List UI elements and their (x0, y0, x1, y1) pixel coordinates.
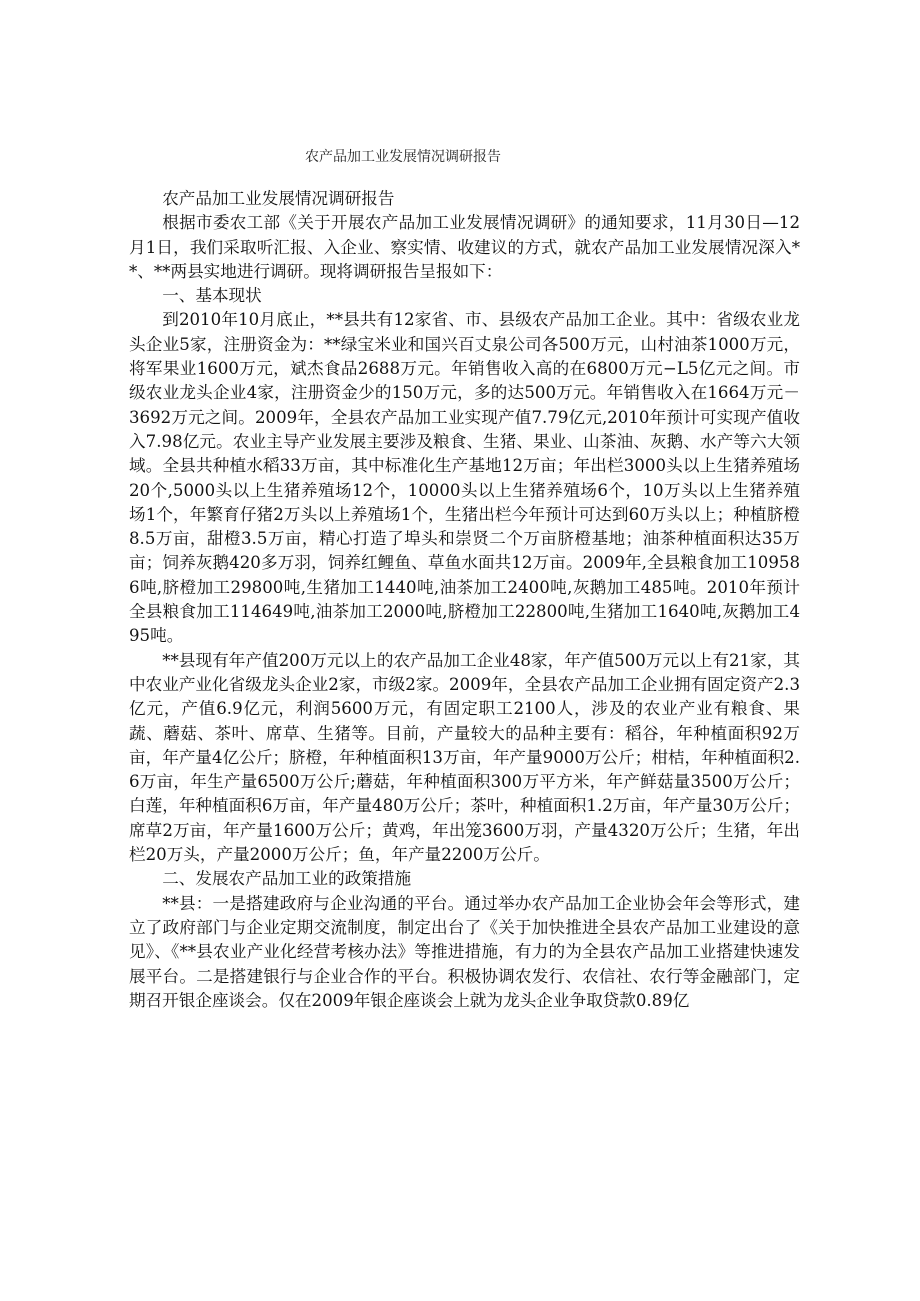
document-body (129, 187, 800, 1013)
county-two-status-paragraph: **县现有年产值200万元以上的农产品加工企业48家，年产值500万元以上有21家，其中农业产业化省级龙头企业2家，市级2家。2009年，全县农产品加工企业拥有固定资产2.3亿元，产值6.9亿元，利润5600万元，有固定职工2100人，涉及的农业产业有粮食、果蔬、蘑菇、茶叶、席草、生猪等。目前，产量较大的品种主要有：稻谷，年种植面积92万亩，年产量4亿公斤；脐橙，年种植面积13万亩，年产量9000万公斤；柑桔，年种植面积2.6万亩，年生产量6500万公斤;蘑菇，年种植面积300万平方米，年产鲜菇量3500万公斤；白莲，年种植面积6万亩，年产量480万公斤；茶叶，种植面积1.2万亩，年产量30万公斤；席草2万亩，年产量1600万公斤；黄鸡，年出笼3600万羽，产量4320万公斤；生猪，年出栏20万头，产量2000万公斤；鱼，年产量2200万公斤。 (129, 650, 800, 865)
report-title-paragraph: 农产品加工业发展情况调研报告 (162, 189, 395, 208)
intro-paragraph: 根据市委农工部《关于开展农产品加工业发展情况调研》的通知要求，11月30日—12月1日，我们采取听汇报、入企业、察实情、收建议的方式，就农产品加工业发展情况深入**、**两县实地进行调研。现将调研报告呈报如下： (129, 213, 800, 281)
section-heading-basic-status: 一、基本现状 (162, 286, 262, 306)
section-heading-policy-measures: 二、发展农产品加工业的政策措施 (162, 869, 412, 889)
page-header-title: 农产品加工业发展情况调研报告 (305, 149, 501, 165)
county-one-status-paragraph: 到2010年10月底止，**县共有12家省、市、县级农产品加工企业。其中：省级农业龙头企业5家，注册资金为：**绿宝米业和国兴百丈泉公司各500万元，山村油茶1000万元，将军果业1600万元，斌杰食品2688万元。年销售收入高的在6800万元−L5亿元之间。市级农业龙头企业4家，注册资金少的150万元，多的达500万元。年销售收入在1664万元－3692万元之间。2009年，全县农产品加工业实现产值7.79亿元,2010年预计可实现产值收入7.98亿元。农业主导产业发展主要涉及粮食、生猪、果业、山茶油、灰鹅、水产等六大领域。全县共种植水稻33万亩，其中标准化生产基地12万亩；年出栏3000头以上生猪养殖场20个,5000头以上生猪养殖场12个，10000头以上生猪养殖场6个，10万头以上生猪养殖场1个，年繁育仔猪2万头以上养殖场1个，生猪出栏今年预计可达到60万头以上；种植脐橙8.5万亩，甜橙3.5万亩，精心打造了埠头和崇贤二个万亩脐橙基地；油茶种植面积达35万亩；饲养灰鹅420多万羽，饲养红鲤鱼、草鱼水面共12万亩。2009年,全县粮食加工109586吨,脐橙加工29800吨,生猪加工1440吨,油茶加工2400吨,灰鹅加工485吨。2010年预计全县粮食加工114649吨,油茶加工2000吨,脐橙加工22800吨,生猪加工1640吨,灰鹅加工495吨。 (129, 310, 800, 646)
policy-measures-paragraph: **县：一是搭建政府与企业沟通的平台。通过举办农产品加工企业协会年会等形式，建立了政府部门与企业定期交流制度，制定出台了《关于加快推进全县农产品加工业建设的意见》、《**县农业产业化经营考核办法》等推进措施，有力的为全县农产品加工业搭建快速发展平台。二是搭建银行与企业合作的平台。积极协调农发行、农信社、农行等金融部门，定期召开银企座谈会。仅在2009年银企座谈会上就为龙头企业争取贷款0.89亿 (129, 893, 800, 1010)
